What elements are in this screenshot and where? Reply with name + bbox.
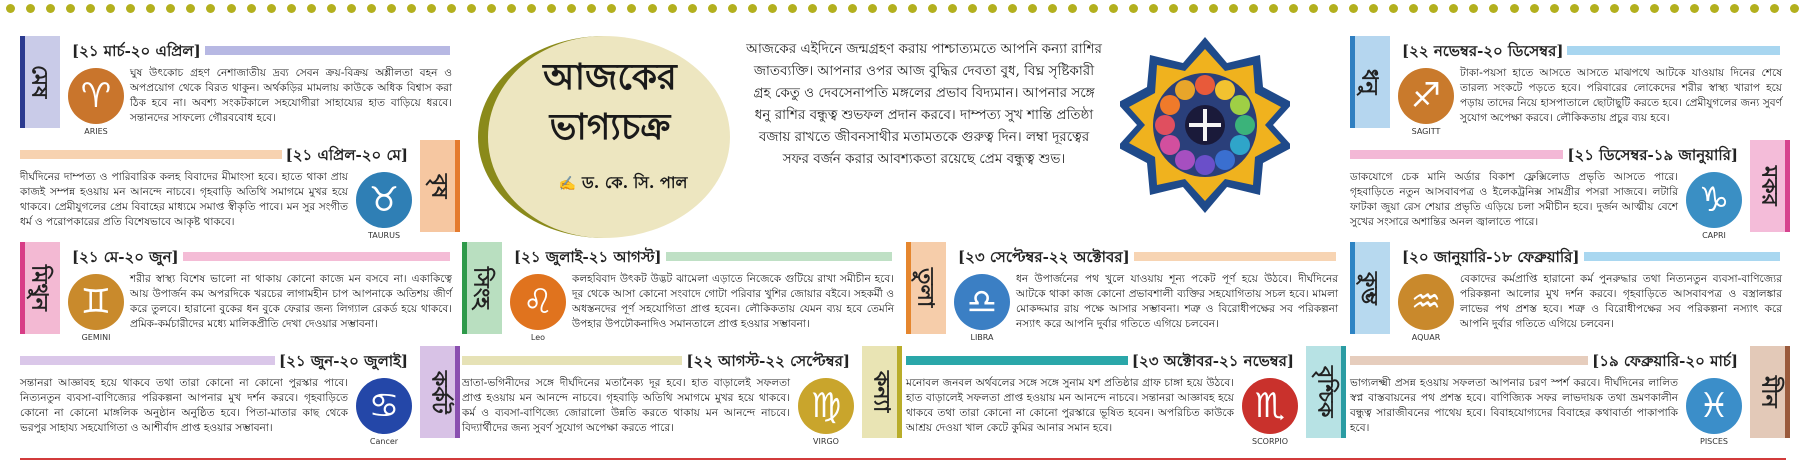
border-dot (1469, 4, 1478, 13)
intro-text: আজকের এইদিনে জন্মগ্রহণ করায় পাশ্চাত্যমতে আপনি কন্যা রাশির জাতব্যক্তি। আপনার ওপর আজ বুদ্ধির দেবতা বুধ, বিঘ্ন সৃষ্টিকারী গ্রহ কেতু ও দেবসেনাপতি মঙ্গলের প্রভাব বিদ্যমান। আপনার সঙ্গে ধনু রাশির বন্ধুত্ব শুভফল প্রদান করবে। দাম্পত্য সুখ শান্তি প্রতিষ্ঠা বজায় রাখতে জীবনসাথীর মতামতকে গুরুত্ব দিন। লম্বা দূরত্বের সফর বর্জন করার আবশ্যকতা রয়েছে প্রেম বন্ধুত্ব শুভ। (746, 41, 1102, 167)
border-dot (407, 4, 416, 13)
border-dot (46, 4, 55, 13)
sign-forecast-text: দীর্ঘদিনের দাম্পত্য ও পারিবারিক কলহ বিবাদের মীমাংসা হবে। হাতে থাকা প্রায় কাজই সম্পন্ন হওয়ায় মন আনন্দে নাচবে। গৃহবাড়ি অতিথি সমাগমে মুখর হয়ে থাকবে। প্রেমীযুগলের প্রেম বিবাহের মাধ্যমে সমাপ্ত স্বীকৃতি পাবে। মন সুর সংগীত ধর্ম ও পরোপকারের প্রতি বিশেষভাবে আকৃষ্ট থাকবে। (20, 171, 348, 228)
border-dot (1129, 4, 1138, 13)
wheel-sign-1 (1195, 75, 1215, 95)
border-dot (1389, 4, 1398, 13)
sign-block-kanya (462, 346, 902, 446)
sign-tab-bar (20, 242, 25, 334)
zodiac-label: TAURUS (367, 231, 401, 240)
sign-date-range: [২১ মে-২০ জুন] (68, 246, 183, 271)
border-dot (146, 4, 155, 13)
sign-tab-bar (1785, 140, 1790, 232)
border-dot (828, 4, 837, 13)
sign-date-range: [২১ ডিসেম্বর-১৯ জানুয়ারি] (1563, 144, 1742, 169)
sign-tab-bar (906, 242, 911, 334)
pen-icon: ✍ (558, 176, 576, 192)
border-dot (1269, 4, 1278, 13)
zodiac-makar-icon: ♑ CAPRI (1686, 172, 1742, 228)
sign-block-singha (462, 242, 902, 342)
border-dot (1068, 4, 1077, 13)
border-dot (627, 4, 636, 13)
sign-date-range: [২১ জুলাই-২১ আগস্ট] (510, 246, 666, 271)
border-dot (427, 4, 436, 13)
sign-tab-bar (1341, 346, 1346, 438)
wheel-sign-9 (1160, 135, 1180, 155)
sign-block-mesh (20, 36, 460, 136)
sign-forecast-text: ঘুষ উৎকোচ গ্রহণ নেশাজাতীয় দ্রব্য সেবন ক্রয়-বিক্রয় অশ্লীলতা বহন ও অপপ্রয়োগ থেকে বিরত থাকুন। অর্থকড়ির মামলায় কাউকে অধিক বিশ্বাস করা ঠিক হবে না। অবশ্য সংকটকালে সহযোগীরা সাহায্যের হাত বাড়িয়ে ধরবে। সন্তানদের সাফল্যে গৌরববোধ হবে। (130, 67, 452, 124)
border-dot (888, 4, 897, 13)
border-dot (26, 4, 35, 13)
sign-name-tab: বৃশ্চিক (1306, 346, 1346, 438)
sign-block-brish (20, 140, 460, 240)
border-dot (948, 4, 957, 13)
border-dot (988, 4, 997, 13)
zodiac-label: Cancer (369, 437, 399, 446)
sign-tab-bar (1350, 242, 1355, 334)
zodiac-tula-icon: ♎ LIBRA (954, 274, 1010, 330)
border-dot (1189, 4, 1198, 13)
sign-tab-bar (897, 346, 902, 438)
zodiac-label: CAPRI (1702, 231, 1726, 240)
sign-date-range: [২২ আগস্ট-২২ সেপ্টেম্বর] (682, 350, 854, 375)
sign-date-range: [২১ মার্চ-২০ এপ্রিল] (68, 40, 205, 65)
wheel-sign-12 (1175, 80, 1195, 100)
zodiac-label: PISCES (1700, 437, 1728, 446)
border-dot (1089, 4, 1098, 13)
sign-date-range: [১৯ ফেব্রুয়ারি-২০ মার্চ] (1588, 350, 1742, 375)
border-dot (1289, 4, 1298, 13)
zodiac-kanya-icon: ♍ VIRGO (798, 378, 854, 434)
wheel-sign-6 (1215, 150, 1235, 170)
border-dot (247, 4, 256, 13)
sign-block-tula (906, 242, 1346, 342)
top-dotted-border (6, 4, 1800, 14)
border-dot (728, 4, 737, 13)
border-dot (1790, 4, 1799, 13)
zodiac-singha-icon: ♌ Leo (510, 274, 566, 330)
wheel-sign-10 (1155, 115, 1175, 135)
border-dot (66, 4, 75, 13)
border-dot (547, 4, 556, 13)
sign-forecast-text: টাকা-পয়সা হাতে আসতে আসতে মাঝপথে আটকে যাওয়ায় দিনের শেষে তারল্য সংকটে পড়তে হবে। পরিবারের লোকেদের শরীর স্বাস্থ্য খারাপ হয়ে পড়ায় তাদের নিয়ে হাসপাতালে ছোটাছুটি করতে হবে। প্রেমীযুগলের জন্য সুবর্ণ সুযোগ অপেক্ষা করবে। লৌকিকতায় প্রচুর ব্যয় হবে। (1460, 67, 1782, 124)
border-dot (1209, 4, 1218, 13)
border-dot (1249, 4, 1258, 13)
sign-tab-bar (455, 140, 460, 232)
border-dot (607, 4, 616, 13)
wheel-sign-5 (1230, 135, 1250, 155)
border-dot (768, 4, 777, 13)
zodiac-label: ARIES (84, 127, 108, 136)
sign-forecast-text: শরীর স্বাস্থ্য বিশেষ ভালো না থাকায় কোনো কাজে মন বসবে না। একাকিত্বে আয় উপার্জন কম অপরদিকে খরচের লাগামহীন চাপ আপনাকে অতিশয় জীর্ণ করে তুলবে। হারানো বুকের ধন বুকে ফেরার জন্য লিগ্যাল রেকর্ড হয়ে থাকবে। প্রমিক-কর্মচারীদের মধ্যে মালিকপ্রীতি দেখা দেওয়ার সম্ভাবনা। (130, 273, 452, 330)
border-dot (387, 4, 396, 13)
border-dot (347, 4, 356, 13)
border-dot (106, 4, 115, 13)
border-dot (1008, 4, 1017, 13)
border-dot (1329, 4, 1338, 13)
sign-tab-bar (1785, 346, 1790, 438)
border-dot (1610, 4, 1619, 13)
sign-name-tab: মিথুন (20, 242, 60, 334)
border-dot (1630, 4, 1639, 13)
sign-forecast-text: কলহবিবাদ উৎকট উদ্ভট ঝামেলা এড়াতে নিজেকে গুটিয়ে রাখা সমীচীন হবে। দূর থেকে আসা কোনো সংবাদে গোটা পরিবার খুশির জোয়ার বইবে। সহকর্মী ও অধস্তনদের পূর্ণ সহযোগিতা প্রাপ্ত হবেন। লৌকিকতায় যেমন ব্যয় হবে তেমনি উপহার উপঢৌকনাদিও সমানতালে প্রাপ্ত হওয়ার সম্ভাবনা। (572, 273, 894, 330)
zodiac-kumbha-icon: ♒ AQUAR (1398, 274, 1454, 330)
zodiac-wheel-image (1120, 30, 1290, 220)
border-dot (587, 4, 596, 13)
border-dot (507, 4, 516, 13)
zodiac-mithun-icon: ♊ GEMINI (68, 274, 124, 330)
title-line-1: আজকের (543, 56, 677, 98)
sign-name-tab: কন্যা (862, 346, 902, 438)
sign-block-karkat (20, 346, 460, 446)
border-dot (1309, 4, 1318, 13)
border-dot (848, 4, 857, 13)
border-dot (287, 4, 296, 13)
border-dot (567, 4, 576, 13)
border-dot (527, 4, 536, 13)
border-dot (467, 4, 476, 13)
zodiac-mesh-icon: ♈ ARIES (68, 68, 124, 124)
sign-forecast-text: ডাকযোগে চেক মানি অর্ডার বিকাশ ফ্লেক্সিলোড প্রভৃতি আসতে পারে। গৃহবাড়িতে নতুন আসবাবপত্র ও ইলেকট্রনিক্স সামগ্রীর পসরা সাজবে। লটারি ফাটকা জুয়া রেস শেয়ার প্রভৃতি এড়িয়ে চলা সমীচীন হবে। দুর্জন আত্মীয় বেশে সুখের সংসারে অশান্তির অনল জ্বালাতে পারে। (1350, 171, 1678, 228)
border-dot (487, 4, 496, 13)
border-dot (1730, 4, 1739, 13)
sign-forecast-text: ভাগ্যলক্ষ্মী প্রসন্ন হওয়ায় সফলতা আপনার চরণ স্পর্শ করবে। দীর্ঘদিনের লালিত স্বপ্ন বাস্তবায়নের পথ প্রশস্ত হবে। বাণিজ্যিক সফর লাভদায়ক তথা ভ্রমণকালীন বন্ধুত্ব সারাজীবনের পাথেয় হবে। বিবাহযোগ্যদের বিবাহের কথাবার্তা পাকাপাকি হবে। (1350, 377, 1678, 434)
sign-name-tab: তুলা (906, 242, 946, 334)
sign-tab-bar (1350, 36, 1355, 128)
sign-date-range: [২১ এপ্রিল-২০ মে] (282, 144, 412, 169)
zodiac-meen-icon: ♓ PISCES (1686, 378, 1742, 434)
sign-name-tab: বৃষ (420, 140, 460, 232)
border-dot (86, 4, 95, 13)
sign-date-range: [২৩ সেপ্টেম্বর-২২ অক্টোবর] (954, 246, 1134, 271)
sign-tab-bar (462, 242, 467, 334)
sign-date-range: [২৩ অক্টোবর-২১ নভেম্বর] (1128, 350, 1298, 375)
sign-forecast-text: বেকাদের কর্মপ্রাপ্তি হারানো কর্ম পুনরুদ্ধার তথা নিত্যনতুন ব্যবসা-বাণিজ্যের পরিকল্পনা আলোর মুখ দর্শন করবে। গৃহবাড়িতে আসবাবপত্র ও বস্ত্রালঙ্কার লাভের পথ প্রশস্ত হবে। শত্রু ও বিরোধীপক্ষের সব পরিকল্পনা নস্যাৎ করে আপনি দুর্বার গতিতে এগিয়ে চলবেন। (1460, 273, 1782, 330)
border-dot (1028, 4, 1037, 13)
border-dot (6, 4, 15, 13)
border-dot (1048, 4, 1057, 13)
border-dot (908, 4, 917, 13)
wheel-sign-2 (1215, 80, 1235, 100)
sign-date-range: [২২ নভেম্বর-২০ ডিসেম্বর] (1398, 40, 1567, 65)
border-dot (367, 4, 376, 13)
border-dot (1650, 4, 1659, 13)
border-dot (1489, 4, 1498, 13)
border-dot (327, 4, 336, 13)
border-dot (1770, 4, 1779, 13)
border-dot (1149, 4, 1158, 13)
sign-block-meen (1350, 346, 1790, 446)
sign-name-tab: মীন (1750, 346, 1790, 438)
zodiac-label: Leo (530, 333, 546, 342)
page-title (510, 52, 710, 152)
zodiac-label: VIRGO (813, 437, 839, 446)
border-dot (267, 4, 276, 13)
border-dot (1169, 4, 1178, 13)
wheel-sign-3 (1230, 95, 1250, 115)
border-dot (968, 4, 977, 13)
author (528, 170, 718, 197)
border-dot (1710, 4, 1719, 13)
sign-block-makar (1350, 140, 1790, 240)
sign-forecast-text: ধন উপার্জনের পথ খুলে যাওয়ায় শূন্য পকেট পূর্ণ হয়ে উঠবে। দীর্ঘদিনের আটকে থাকা কাজ কোনো প্রভাবশালী ব্যক্তির সহযোগিতায় সচল হবে। মামলা মোকদ্দমার রায় পক্ষে আসার সম্ভাবনা। শত্রু ও বিরোধীপক্ষের সব পরিকল্পনা নস্যাৎ করে আপনি দুর্বার গতিতে এগিয়ে চলবেন। (1016, 273, 1338, 330)
border-dot (1429, 4, 1438, 13)
wheel-sign-8 (1175, 150, 1195, 170)
border-dot (748, 4, 757, 13)
sign-tab-bar (20, 36, 25, 128)
border-dot (1550, 4, 1559, 13)
sign-block-kumbha (1350, 242, 1790, 342)
sign-date-range: [২১ জুন-২০ জুলাই] (275, 350, 412, 375)
border-dot (868, 4, 877, 13)
border-dot (928, 4, 937, 13)
border-dot (708, 4, 717, 13)
border-dot (186, 4, 195, 13)
border-dot (808, 4, 817, 13)
border-dot (307, 4, 316, 13)
wheel-sign-4 (1235, 115, 1255, 135)
bottom-rule (20, 458, 1786, 460)
sign-block-brishchik (906, 346, 1346, 446)
border-dot (1530, 4, 1539, 13)
border-dot (648, 4, 657, 13)
zodiac-karkat-icon: ♋ Cancer (356, 378, 412, 434)
sign-tab-bar (455, 346, 460, 438)
sign-date-range: [২০ জানুয়ারি-১৮ ফেব্রুয়ারি] (1398, 246, 1584, 271)
sign-name-tab: সিংহ (462, 242, 502, 334)
border-dot (1369, 4, 1378, 13)
border-dot (1349, 4, 1358, 13)
border-dot (1449, 4, 1458, 13)
zodiac-label: SCORPIO (1252, 437, 1288, 446)
zodiac-label: SAGITT (1411, 127, 1441, 136)
border-dot (126, 4, 135, 13)
border-dot (788, 4, 797, 13)
border-dot (227, 4, 236, 13)
border-dot (206, 4, 215, 13)
author-name: ড. কে. সি. পাল (581, 173, 688, 192)
sign-name-tab: মেষ (20, 36, 60, 128)
sign-block-dhanu (1350, 36, 1790, 136)
border-dot (1670, 4, 1679, 13)
border-dot (1409, 4, 1418, 13)
sign-name-tab: ধনু (1350, 36, 1390, 128)
border-dot (668, 4, 677, 13)
zodiac-dhanu-icon: ♐ SAGITT (1398, 68, 1454, 124)
zodiac-label: AQUAR (1411, 333, 1441, 342)
border-dot (166, 4, 175, 13)
border-dot (1510, 4, 1519, 13)
border-dot (1590, 4, 1599, 13)
wheel-sign-11 (1160, 95, 1180, 115)
zodiac-label: GEMINI (81, 333, 111, 342)
border-dot (1570, 4, 1579, 13)
zodiac-brishchik-icon: ♏ SCORPIO (1242, 378, 1298, 434)
sign-name-tab: কর্কট (420, 346, 460, 438)
border-dot (1690, 4, 1699, 13)
border-dot (1229, 4, 1238, 13)
sign-name-tab: কুম্ভ (1350, 242, 1390, 334)
border-dot (447, 4, 456, 13)
sign-forecast-text: সন্তানরা আজ্ঞাবহ হয়ে থাকবে তথা তারা কোনো না কোনো পুরস্কার পাবে। নিত্যনতুন ব্যবসা-বাণিজ্যের পরিকল্পনা আপনার মুখ দর্শন করবে। গৃহবাড়িতে কোনো না কোনো মাঙ্গলিক অনুষ্ঠান অনুষ্ঠিত হবে। পিতা-মাতার কাছ থেকে ভরপুর সাহায্য সহযোগিতা ও আশীর্বাদ প্রাপ্ত হওয়ার সম্ভাবনা। (20, 377, 348, 434)
sign-name-tab: মকর (1750, 140, 1790, 232)
sign-forecast-text: মনোবল জনবল অর্থবলের সঙ্গে সঙ্গে সুনাম যশ প্রতিষ্ঠার গ্রাফ চাঙ্গা হয়ে উঠবে। হাত বাড়ালেই সফলতা প্রাপ্ত হওয়ায় মন আনন্দে নাচবে। সন্তানরা আজ্ঞাবহ হয়ে থাকবে তথা তারা কোনো না কোনো পুরস্কারে ভূষিত হবেন। অপরিচিত কাউকে আশ্রয় দেওয়া খাল কেটে কুমির আনার সমান হবে। (906, 377, 1234, 434)
zodiac-label: LIBRA (970, 333, 994, 342)
sign-forecast-text: ভ্রাতা-ভগিনীদের সঙ্গে দীর্ঘদিনের মতানৈক্য দূর হবে। হাত বাড়ালেই সফলতা প্রাপ্ত হওয়ায় মন আনন্দে নাচবে। গৃহবাড়ি অতিথি সমাগমে মুখর হয়ে থাকবে। কর্ম ও ব্যবসা-বাণিজ্যে জোরালো উন্নতি করতে থাকায় মন আনন্দে নাচবে। বিদ্যার্থীদের জন্য সুবর্ণ সুযোগ অপেক্ষা করতে পারে। (462, 377, 790, 434)
sign-block-mithun (20, 242, 460, 342)
border-dot (688, 4, 697, 13)
border-dot (1109, 4, 1118, 13)
zodiac-brish-icon: ♉ TAURUS (356, 172, 412, 228)
title-line-2: ভাগ্যচক্র (549, 106, 671, 148)
border-dot (1750, 4, 1759, 13)
wheel-sign-7 (1195, 155, 1215, 175)
